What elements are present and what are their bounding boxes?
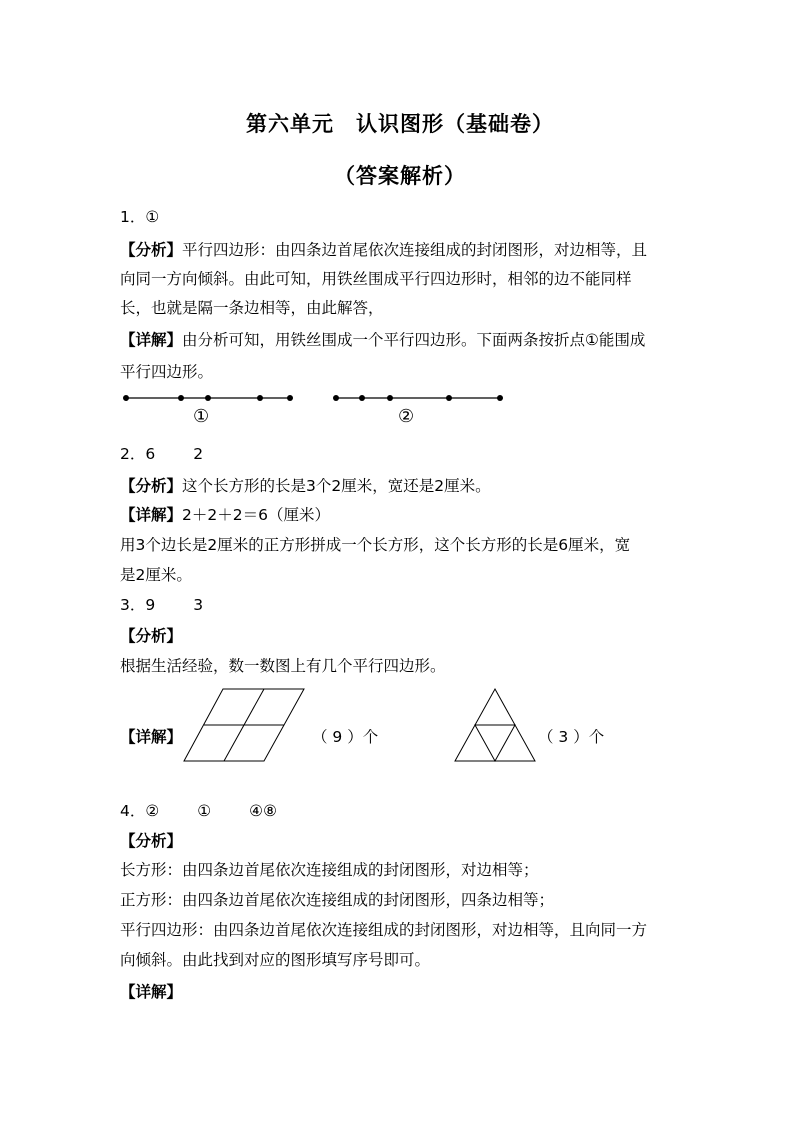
wire-label-2: ② xyxy=(398,406,415,427)
wire-2 xyxy=(333,395,503,401)
q4-analysis-tag: 【分析】 xyxy=(120,832,183,850)
q1-detail-line-2: 平行四边形。 xyxy=(120,363,214,381)
analysis-tag: 【分析】 xyxy=(120,241,183,259)
q1-analysis-line-1: 【分析】平行四边形：由四条边首尾依次连接组成的封闭图形，对边相等，且 xyxy=(120,241,648,259)
q3-analysis: 根据生活经验，数一数图上有几个平行四边形。 xyxy=(120,657,446,675)
q4-line-2: 正方形：由四条边首尾依次连接组成的封闭图形，四条边相等； xyxy=(120,891,555,909)
detail-tag: 【详解】 xyxy=(120,331,183,349)
q4-line-4: 向倾斜。由此找到对应的图形填写序号即可。 xyxy=(120,951,431,969)
q2-answer: 2．6 2 xyxy=(120,445,204,463)
q4-line-3: 平行四边形：由四条边首尾依次连接组成的封闭图形，对边相等，且向同一方 xyxy=(120,921,648,939)
page-subtitle: （答案解析） xyxy=(334,164,466,188)
q2-analysis: 【分析】这个长方形的长是3个2厘米，宽还是2厘米。 xyxy=(120,477,491,495)
q2-conclusion-line-1: 用3个边长是2厘米的正方形拼成一个长方形，这个长方形的长是6厘米，宽 xyxy=(120,536,631,554)
q3-answer: 3．9 3 xyxy=(120,596,204,614)
triangle-figure xyxy=(454,688,544,768)
parallelogram-figure xyxy=(183,688,313,768)
q4-answer: 4．② ① ④⑧ xyxy=(120,802,277,820)
q3-count-b: （ 3 ）个 xyxy=(538,728,605,746)
q3-detail-tag: 【详解】 xyxy=(120,728,183,746)
q1-detail-line-1: 【详解】由分析可知，用铁丝围成一个平行四边形。下面两条按折点①能围成 xyxy=(120,331,646,349)
q3-count-a: （ 9 ）个 xyxy=(312,728,379,746)
q1-analysis-line-3: 长，也就是隔一条边相等，由此解答， xyxy=(120,299,384,317)
q1-answer: 1．① xyxy=(120,208,160,226)
q3-analysis-tag: 【分析】 xyxy=(120,627,183,645)
q2-conclusion-line-2: 是2厘米。 xyxy=(120,566,192,584)
q4-detail-tag: 【详解】 xyxy=(120,983,183,1001)
wire-label-1: ① xyxy=(193,406,210,427)
page-title: 第六单元 认识图形（基础卷） xyxy=(246,112,554,136)
wire-1 xyxy=(123,395,293,401)
q4-line-1: 长方形：由四条边首尾依次连接组成的封闭图形，对边相等； xyxy=(120,861,539,879)
q2-detail: 【详解】2＋2＋2＝6（厘米） xyxy=(120,506,330,524)
q1-analysis-line-2: 向同一方向倾斜。由此可知，用铁丝围成平行四边形时，相邻的边不能同样 xyxy=(120,270,632,288)
